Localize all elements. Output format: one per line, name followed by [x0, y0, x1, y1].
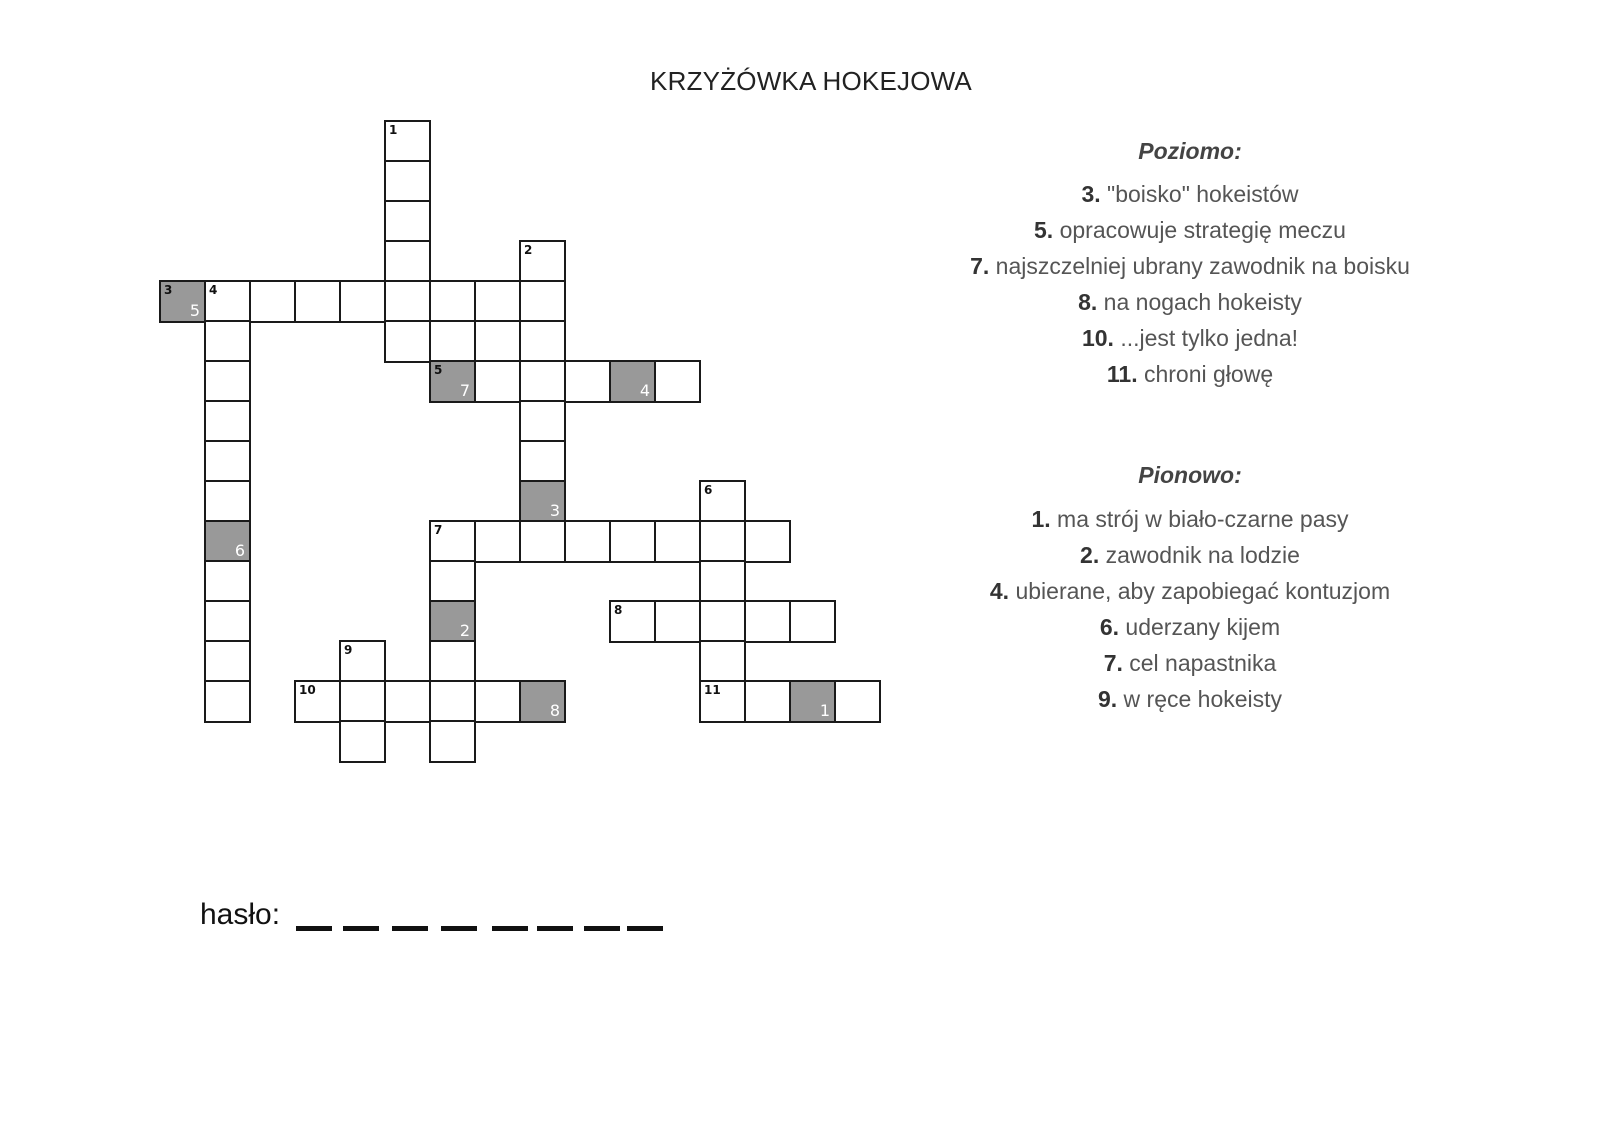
crossword-cell[interactable] [474, 320, 521, 363]
crossword-cell[interactable] [204, 640, 251, 683]
crossword-cell[interactable] [519, 360, 566, 403]
password-blank[interactable] [343, 926, 379, 931]
crossword-cell[interactable] [204, 480, 251, 523]
password-blanks [296, 926, 696, 932]
crossword-cell[interactable] [699, 480, 746, 523]
clue-item [940, 361, 1440, 388]
clue-item-text: cel napastnika [1122, 650, 1277, 676]
password-letter-index: 3 [549, 501, 560, 520]
clue-number: 9 [344, 643, 353, 657]
crossword-cell[interactable] [519, 280, 566, 323]
crossword-cell[interactable] [609, 360, 656, 403]
crossword-cell[interactable] [654, 520, 701, 563]
clue-item [940, 686, 1440, 713]
clue-number: 5 [434, 363, 443, 377]
crossword-cell[interactable] [519, 400, 566, 443]
clue-item-text: ...jest tylko jedna! [1113, 325, 1299, 351]
clue-item-number: 5. [1034, 217, 1054, 243]
password-letter-index: 5 [189, 301, 200, 320]
clue-item-text: ubierane, aby zapobiegać kontuzjom [1009, 578, 1391, 604]
password-letter-index: 8 [549, 701, 560, 720]
clue-item [940, 542, 1440, 569]
crossword-cell[interactable] [564, 520, 611, 563]
crossword-cell[interactable] [699, 600, 746, 643]
crossword-cell[interactable] [384, 280, 431, 323]
crossword-cell[interactable] [249, 280, 296, 323]
clue-item-text: opracowuje strategię meczu [1053, 217, 1346, 243]
crossword-cell[interactable] [789, 680, 836, 723]
clue-item-number: 7. [970, 253, 990, 279]
crossword-cell[interactable] [429, 640, 476, 683]
crossword-cell[interactable] [204, 560, 251, 603]
password-label: hasło: [200, 898, 281, 931]
crossword-cell[interactable] [339, 640, 386, 683]
password-blank[interactable] [296, 926, 332, 931]
password-blank[interactable] [537, 926, 573, 931]
clue-number: 2 [524, 243, 533, 257]
crossword-cell[interactable] [204, 280, 251, 323]
crossword-cell[interactable] [429, 680, 476, 723]
clue-item-text: "boisko" hokeistów [1100, 181, 1299, 207]
down-heading: Pionowo: [1138, 462, 1242, 488]
password-blank[interactable] [392, 926, 428, 931]
crossword-cell[interactable] [609, 520, 656, 563]
password-letter-index: 6 [234, 541, 245, 560]
crossword-cell[interactable] [204, 400, 251, 443]
crossword-cell[interactable] [384, 160, 431, 203]
crossword-cell[interactable] [204, 600, 251, 643]
clue-item-text: na nogach hokeisty [1097, 289, 1302, 315]
crossword-cell[interactable] [519, 320, 566, 363]
clue-item-number: 3. [1081, 181, 1101, 207]
crossword-cell[interactable] [699, 520, 746, 563]
crossword-cell[interactable] [159, 280, 206, 323]
crossword-cell[interactable] [474, 520, 521, 563]
crossword-cell[interactable] [429, 600, 476, 643]
clue-item-number: 4. [989, 578, 1010, 604]
clue-item-number: 6. [1099, 614, 1120, 640]
clue-item-text: ma strój w biało-czarne pasy [1050, 506, 1349, 532]
crossword-cell[interactable] [519, 520, 566, 563]
crossword-cell[interactable] [204, 320, 251, 363]
password-letter-index: 4 [639, 381, 650, 400]
clue-item-text: chroni głowę [1137, 361, 1274, 387]
clue-item [940, 217, 1440, 244]
crossword-cell[interactable] [744, 520, 791, 563]
clue-number: 6 [704, 483, 713, 497]
password-letter-index: 2 [459, 621, 470, 640]
password-blank[interactable] [441, 926, 477, 931]
crossword-cell[interactable] [474, 680, 521, 723]
crossword-cell[interactable] [294, 280, 341, 323]
crossword-cell[interactable] [384, 320, 431, 363]
crossword-cell[interactable] [519, 480, 566, 523]
password-letter-index: 7 [459, 381, 470, 400]
clue-item [940, 181, 1440, 208]
across-heading: Poziomo: [1138, 138, 1242, 164]
clue-item [940, 506, 1440, 533]
page-title: KRZYŻÓWKA HOKEJOWA [650, 66, 972, 96]
clue-item [940, 253, 1440, 280]
password-blank[interactable] [492, 926, 528, 931]
crossword-cell[interactable] [339, 280, 386, 323]
clue-item [940, 650, 1440, 677]
clue-item-number: 2. [1080, 542, 1100, 568]
crossword-cell[interactable] [339, 680, 386, 723]
clue-item-text: zawodnik na lodzie [1099, 542, 1300, 568]
crossword-cell[interactable] [519, 680, 566, 723]
clue-item-number: 1. [1031, 506, 1051, 532]
crossword-cell[interactable] [744, 600, 791, 643]
crossword-cell[interactable] [519, 240, 566, 283]
clue-item [940, 614, 1440, 641]
password-blank[interactable] [584, 926, 620, 931]
crossword-cell[interactable] [699, 640, 746, 683]
clue-item-number: 8. [1078, 289, 1098, 315]
clue-number: 10 [299, 683, 316, 697]
clue-number: 7 [434, 523, 443, 537]
clue-number: 4 [209, 283, 218, 297]
crossword-cell[interactable] [204, 360, 251, 403]
clue-item-text: w ręce hokeisty [1117, 686, 1283, 712]
clue-number: 8 [614, 603, 623, 617]
crossword-cell[interactable] [384, 120, 431, 163]
crossword-cell[interactable] [429, 520, 476, 563]
crossword-cell[interactable] [384, 240, 431, 283]
crossword-cell[interactable] [384, 200, 431, 243]
clue-item-number: 11. [1106, 361, 1138, 387]
crossword-cell[interactable] [204, 520, 251, 563]
crossword-cell[interactable] [429, 280, 476, 323]
crossword-cell[interactable] [384, 680, 431, 723]
crossword-cell[interactable] [294, 680, 341, 723]
crossword-cell[interactable] [519, 440, 566, 483]
crossword-cell[interactable] [789, 600, 836, 643]
password-blank[interactable] [627, 926, 663, 931]
crossword-cell[interactable] [654, 360, 701, 403]
crossword-cell[interactable] [474, 360, 521, 403]
crossword-cell[interactable] [204, 440, 251, 483]
crossword-cell[interactable] [654, 600, 701, 643]
clue-item [940, 578, 1440, 605]
crossword-cell[interactable] [699, 560, 746, 603]
crossword-cell[interactable] [429, 320, 476, 363]
crossword-cell[interactable] [429, 360, 476, 403]
clue-item [940, 289, 1440, 316]
crossword-cell[interactable] [609, 600, 656, 643]
clue-item-number: 7. [1103, 650, 1123, 676]
password-letter-index: 1 [819, 701, 830, 720]
crossword-cell[interactable] [429, 720, 476, 763]
crossword-cell[interactable] [339, 720, 386, 763]
clue-number: 3 [164, 283, 173, 297]
clue-number: 11 [704, 683, 721, 697]
clue-item-number: 10. [1081, 325, 1114, 351]
crossword-cell[interactable] [429, 560, 476, 603]
crossword-cell[interactable] [744, 680, 791, 723]
crossword-cell[interactable] [474, 280, 521, 323]
clue-item-number: 9. [1097, 686, 1118, 712]
clue-item-text: uderzany kijem [1119, 614, 1281, 640]
clue-number: 1 [389, 123, 398, 137]
clue-item [940, 325, 1440, 352]
crossword-cell[interactable] [834, 680, 881, 723]
clue-item-text: najszczelniej ubrany zawodnik na boisku [989, 253, 1410, 279]
crossword-cell[interactable] [564, 360, 611, 403]
crossword-cell[interactable] [204, 680, 251, 723]
crossword-cell[interactable] [699, 680, 746, 723]
